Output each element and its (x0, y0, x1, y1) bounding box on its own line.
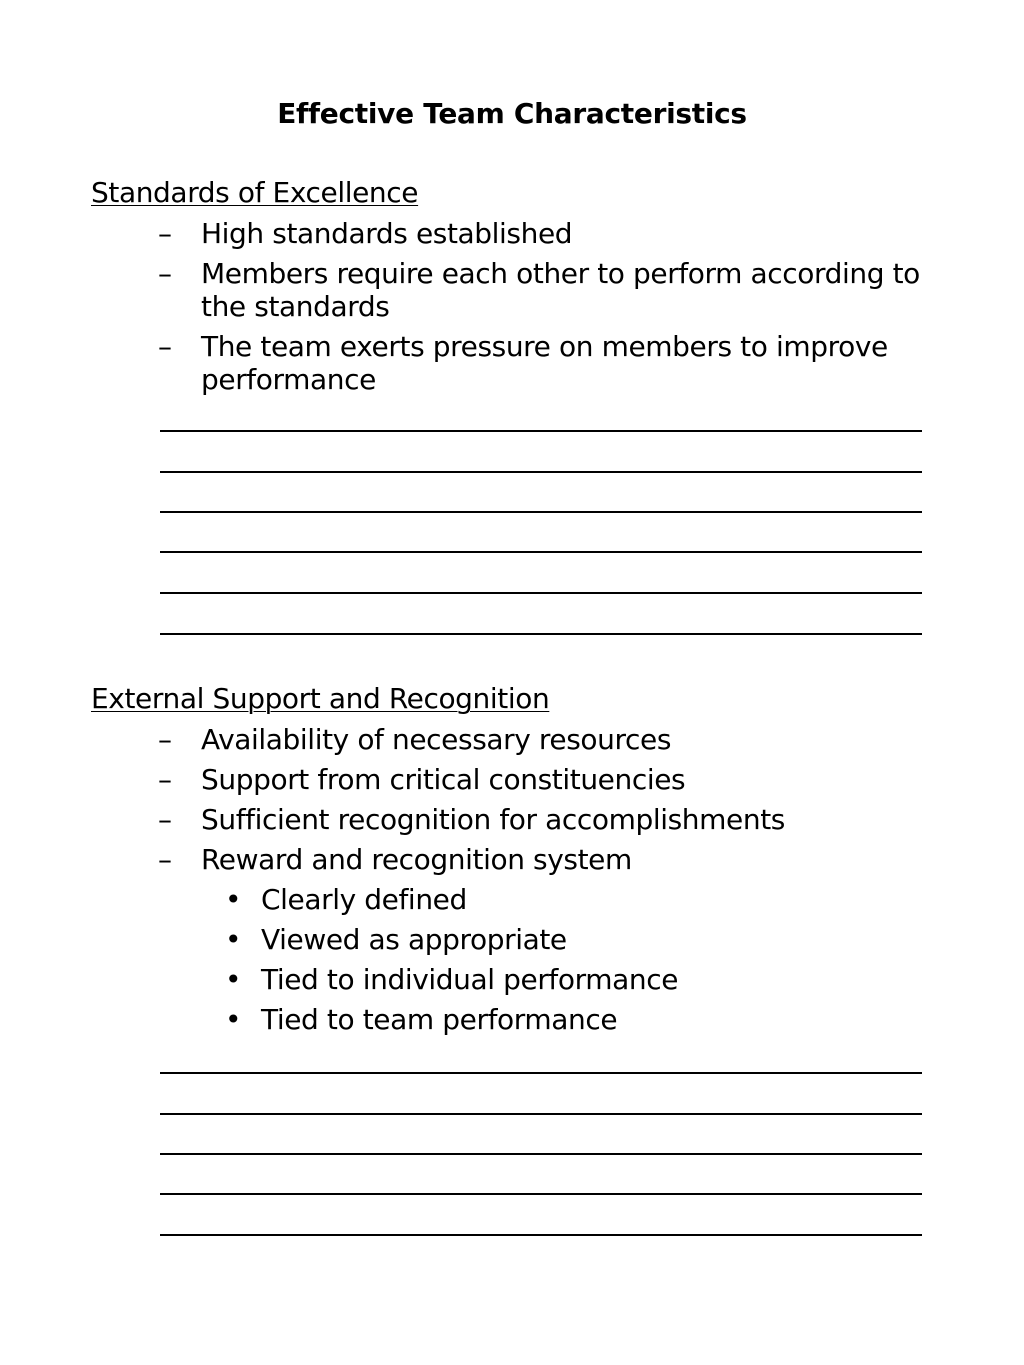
dash-marker: – (158, 723, 172, 756)
writing-line[interactable] (160, 1193, 922, 1195)
writing-line[interactable] (160, 1072, 922, 1074)
list-item (0, 803, 1024, 836)
writing-line[interactable] (160, 430, 922, 432)
section-heading-standards: Standards of Excellence (91, 176, 419, 209)
list-item-text: Members require each other to perform according to the standards (201, 257, 920, 323)
dash-marker: – (158, 217, 172, 250)
bullet-marker: • (225, 1003, 242, 1036)
sublist-item (0, 963, 928, 996)
writing-line[interactable] (160, 551, 922, 553)
writing-line[interactable] (160, 592, 922, 594)
writing-line[interactable] (160, 471, 922, 473)
writing-line[interactable] (160, 1153, 922, 1155)
sublist-item (0, 1003, 928, 1036)
list-item (0, 723, 1024, 756)
dash-marker: – (158, 803, 172, 836)
list-item-text: Reward and recognition system (201, 843, 632, 876)
list-item (0, 843, 1024, 1036)
sublist-item-text: Viewed as appropriate (261, 923, 567, 956)
writing-line[interactable] (160, 1234, 922, 1236)
list-item (0, 330, 1024, 396)
writing-line[interactable] (160, 1113, 922, 1115)
writing-line[interactable] (160, 511, 922, 513)
dash-marker: – (158, 763, 172, 796)
page-title: Effective Team Characteristics (277, 97, 747, 130)
section-heading-external-support: External Support and Recognition (91, 682, 550, 715)
external-support-list (0, 723, 1024, 1043)
bullet-marker: • (225, 883, 242, 916)
sublist-item-text: Tied to individual performance (261, 963, 679, 996)
list-item-text: High standards established (201, 217, 573, 250)
bullet-marker: • (225, 963, 242, 996)
dash-marker: – (158, 330, 172, 363)
sublist-item-text: Tied to team performance (261, 1003, 618, 1036)
reward-system-sublist (201, 883, 928, 1036)
list-item (0, 763, 1024, 796)
list-item-text: Support from critical constituencies (201, 763, 686, 796)
sublist-item-text: Clearly defined (261, 883, 467, 916)
dash-marker: – (158, 257, 172, 290)
bullet-marker: • (225, 923, 242, 956)
list-item-text: The team exerts pressure on members to improve performance (201, 330, 888, 396)
writing-line[interactable] (160, 633, 922, 635)
sublist-item (0, 923, 928, 956)
list-item (0, 257, 1024, 323)
sublist-item (0, 883, 928, 916)
standards-list (0, 217, 1024, 403)
dash-marker: – (158, 843, 172, 876)
list-item (0, 217, 1024, 250)
list-item-text: Availability of necessary resources (201, 723, 672, 756)
list-item-text: Sufficient recognition for accomplishments (201, 803, 785, 836)
